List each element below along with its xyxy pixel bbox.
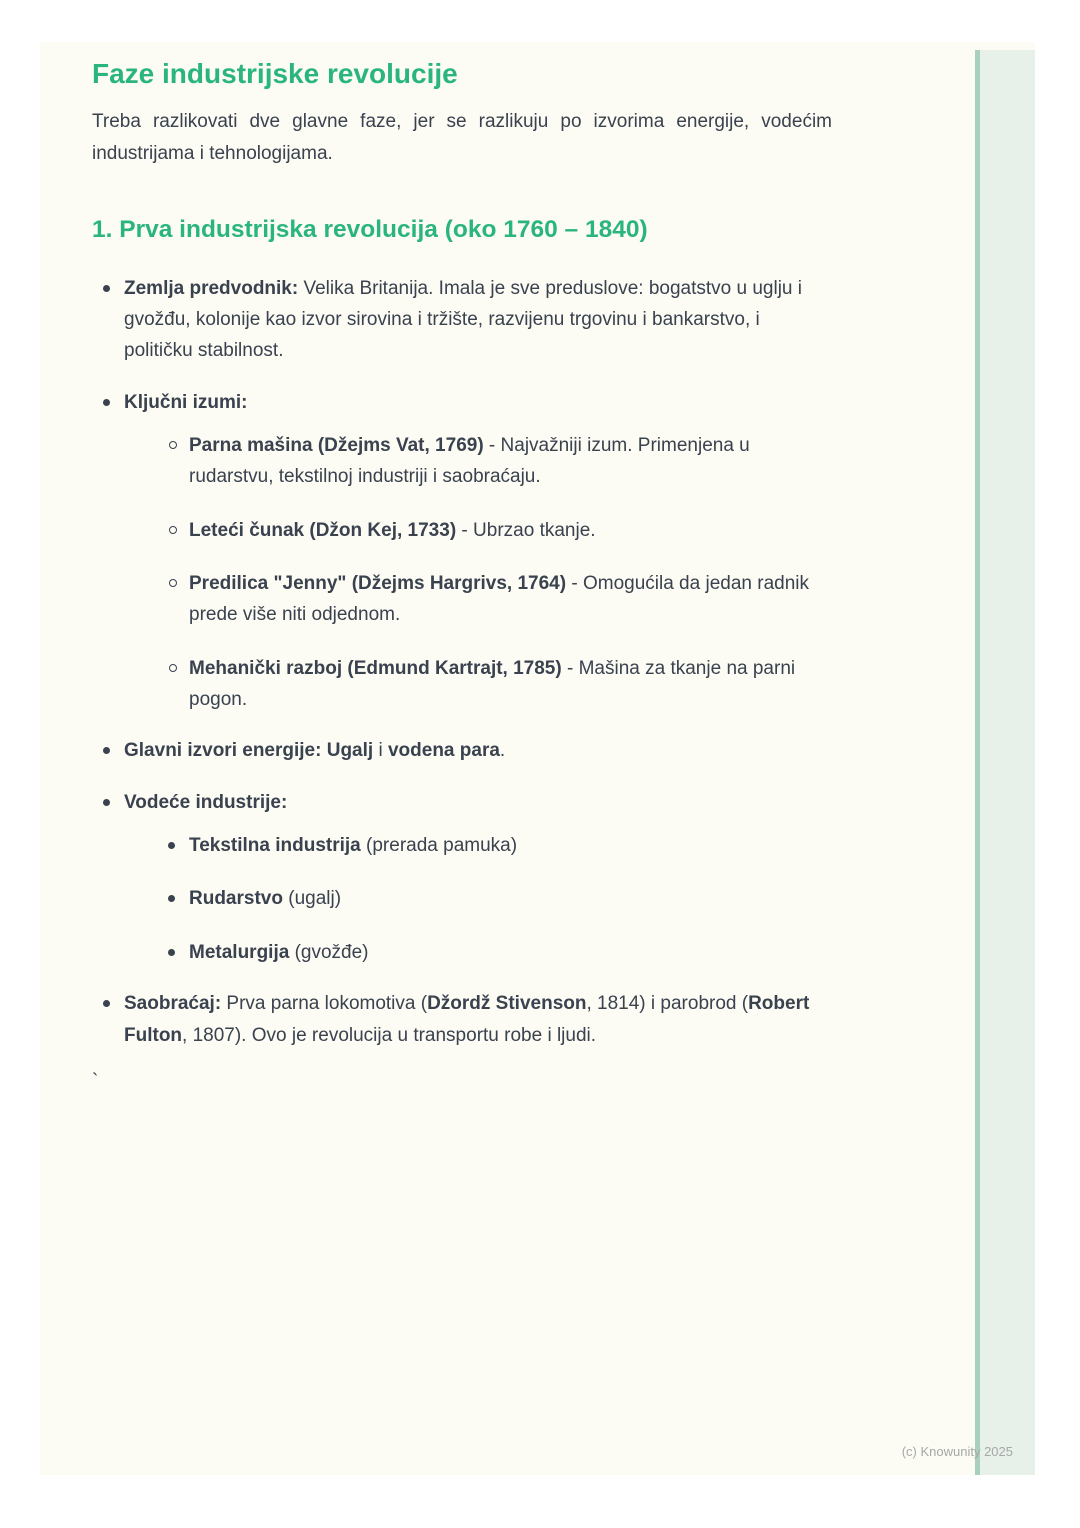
bullet-dot-icon	[168, 949, 175, 956]
text-segment: Rudarstvo	[189, 888, 283, 910]
bullet-dot-icon	[168, 842, 175, 849]
text-segment: Velika Britanija. Imala je sve preduslove: bogatstvo u uglju i gvožđu, kolonije kao izvor sirovina i tržište, razvijenu trgovinu i bankarstvo, i političku stabilnost.	[124, 277, 802, 362]
list-item-kljucni-izumi	[92, 387, 832, 716]
sub-list-izumi	[157, 430, 832, 715]
text-segment: Prva parna lokomotiva (	[221, 993, 428, 1015]
text-segment: Parna mašina (Džejms Vat, 1769)	[189, 435, 484, 457]
sub-list-item-leteci-cunak	[157, 515, 832, 546]
sub-list-item-predilica-jenny	[157, 568, 832, 631]
text-segment: Zemlja predvodnik:	[124, 277, 299, 299]
page-title: Faze industrijske revolucije	[92, 58, 458, 89]
text-segment: Robert Fulton	[124, 993, 810, 1046]
list-item-vodece-industrije	[92, 787, 832, 968]
text-segment: Metalurgija	[189, 941, 290, 963]
text-segment: , 1814) i parobrod (	[586, 993, 749, 1015]
stray-character: `	[92, 1070, 99, 1092]
bullet-list	[92, 273, 832, 1051]
text-segment: - Najvažniji izum. Primenjena u rudarstvu, tekstilnoj industriji i saobraćaju.	[189, 435, 750, 488]
text-segment: , 1807). Ovo je revolucija u transportu robe i ljudi.	[182, 1024, 597, 1046]
sub-list-industrije	[157, 830, 832, 968]
bullet-circle-icon	[169, 526, 177, 534]
text-segment: Džordž Stivenson	[427, 993, 587, 1015]
text-segment: Saobraćaj:	[124, 993, 222, 1015]
text-segment: Glavni izvori energije: Ugalj	[124, 740, 374, 762]
bullet-dot-icon	[103, 285, 110, 292]
bullet-dot-icon	[103, 399, 110, 406]
text-segment: Leteći čunak (Džon Kej, 1733)	[189, 519, 457, 541]
copyright-footer: (c) Knowunity 2025	[901, 1444, 1013, 1459]
bullet-dot-icon	[168, 895, 175, 902]
text-segment: (prerada pamuka)	[360, 835, 518, 857]
text-segment: vodena para	[387, 740, 500, 762]
text-segment: Tekstilna industrija	[189, 835, 361, 857]
text-segment: Ključni izumi:	[124, 391, 248, 413]
sub-list-item-parna-masina	[157, 430, 832, 493]
bullet-dot-icon	[103, 747, 110, 754]
bullet-circle-icon	[169, 579, 177, 587]
text-segment: Vodeće industrije:	[124, 791, 288, 813]
bullet-dot-icon	[103, 1000, 110, 1007]
sub-list-item-rudarstvo	[157, 883, 832, 914]
text-segment: - Ubrzao tkanje.	[456, 519, 596, 541]
text-segment: - Omogućila da jedan radnik prede više niti odjednom.	[189, 573, 809, 626]
list-item-zemlja-predvodnik	[92, 273, 832, 367]
text-segment: (ugalj)	[282, 888, 342, 910]
document-page	[40, 42, 1035, 1475]
list-item-glavni-izvori	[92, 735, 832, 766]
intro-paragraph: Treba razlikovati dve glavne faze, jer se razlikuju po izvorima energije, vodećim industrijama i tehnologijama.	[92, 111, 832, 164]
list-item-saobracaj	[92, 988, 832, 1051]
sub-list-item-metalurgija	[157, 937, 832, 968]
text-segment: (gvožđe)	[289, 941, 369, 963]
text-segment: - Mašina za tkanje na parni pogon.	[189, 657, 796, 711]
sub-list-item-mehanicki-razboj	[157, 653, 832, 716]
sub-list-item-tekstilna	[157, 830, 832, 861]
bullet-circle-icon	[169, 664, 177, 672]
page-content	[92, 42, 832, 1093]
decorative-green-strip	[975, 50, 1035, 1475]
text-segment: i	[373, 740, 388, 762]
text-segment: .	[499, 740, 506, 762]
section-heading: 1. Prva industrijska revolucija (oko 1760 – 1840)	[92, 215, 648, 243]
text-segment: Mehanički razboj (Edmund Kartrajt, 1785)	[189, 657, 562, 679]
text-segment: Predilica "Jenny" (Džejms Hargrivs, 1764)	[189, 573, 567, 595]
bullet-circle-icon	[169, 441, 177, 449]
bullet-dot-icon	[103, 799, 110, 806]
